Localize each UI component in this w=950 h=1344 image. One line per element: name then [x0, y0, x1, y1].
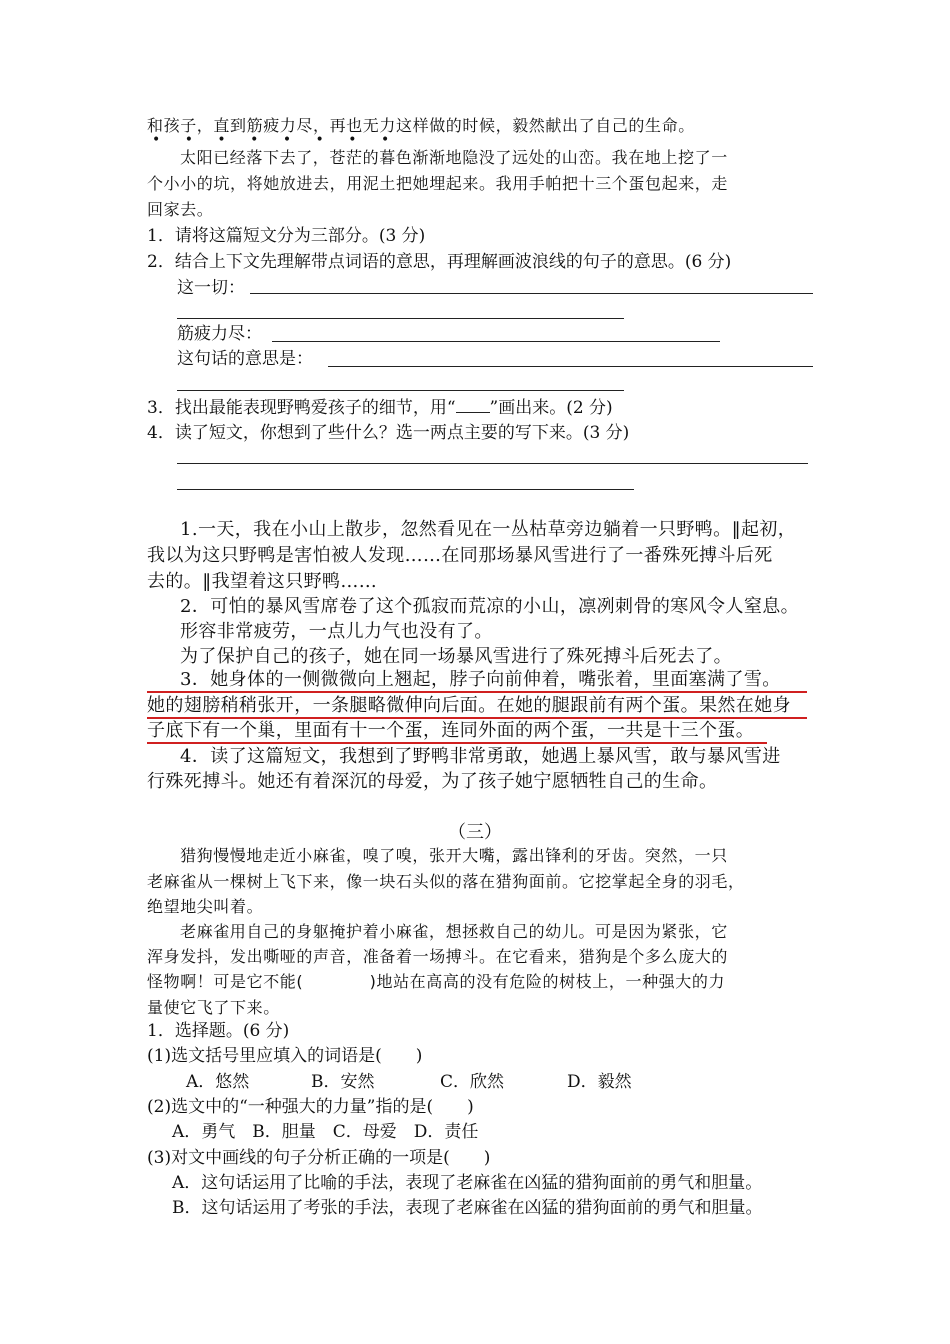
passage-line: 老麻雀从一棵树上飞下来，像一块石头似的落在猎狗面前。它挖掌起全身的羽毛， — [147, 872, 745, 891]
sub-question-2: (2)选文中的“一种强大的力量”指的是( ) — [147, 1097, 474, 1117]
option-b[interactable]: B．安然 — [311, 1072, 375, 1092]
passage-line: 绝望地尖叫着。 — [147, 897, 264, 916]
red-underline — [147, 691, 807, 693]
answer-key-line: 子底下有一个巢，里面有十一个蛋，连同外面的两个蛋，一共是十三个蛋。 — [147, 720, 755, 741]
answer-blank[interactable] — [328, 366, 813, 367]
question-4: 4．读了短文，你想到了些什么？选一两点主要的写下来。(3 分) — [147, 423, 630, 443]
question-3-text-pre: 3．找出最能表现野鸭爱孩子的细节，用“ — [147, 398, 456, 418]
answer-blank[interactable] — [177, 489, 634, 490]
answer-label-sentence-meaning: 这句话的意思是： — [177, 349, 313, 369]
option-c[interactable]: C．欣然 — [440, 1072, 505, 1092]
sub-question-3: (3)对文中画线的句子分析正确的一项是( ) — [147, 1148, 491, 1168]
passage-line: 和孩子，直到筋疲力尽，再也无力这样做的时候，毅然献出了自己的生命。 — [147, 116, 695, 135]
question-1: 1．选择题。(6 分) — [147, 1021, 290, 1041]
question-3 — [147, 396, 613, 420]
option-b[interactable]: B．这句话运用了考张的手法，表现了老麻雀在凶猛的猎狗面前的勇气和胆量。 — [172, 1198, 763, 1218]
emphasis-dots: • • • • • • • • — [152, 132, 400, 148]
answer-label-jinpililijin: 筋疲力尽： — [177, 324, 262, 344]
passage-line: 太阳已经落下去了，苍茫的暮色渐渐地隐没了远处的山峦。我在地上挖了一 — [180, 148, 728, 167]
options-row[interactable]: A．勇气 B．胆量 C．母爱 D．责任 — [172, 1122, 479, 1142]
answer-label-zheyiqie: 这一切： — [177, 278, 245, 298]
answer-key-line: 形容非常疲劳，一点儿力气也没有了。 — [180, 621, 493, 642]
passage-line: 怪物啊！可是它不能( )地站在高高的没有危险的树枝上，一种强大的力 — [147, 972, 726, 991]
answer-blank[interactable] — [250, 293, 813, 294]
sub-question-1: (1)选文括号里应填入的词语是( ) — [147, 1046, 423, 1066]
passage-line: 个小小的坑，将她放进去，用泥土把她埋起来。我用手帕把十三个蛋包起来，走 — [147, 174, 729, 193]
answer-key-line: 2．可怕的暴风雪席卷了这个孤寂而荒凉的小山，凛冽刺骨的寒风令人窒息。 — [180, 596, 800, 617]
answer-key-line: 1.一天，我在小山上散步，忽然看见在一丛枯草旁边躺着一只野鸭。‖起初， — [180, 519, 797, 540]
option-d[interactable]: D．毅然 — [567, 1072, 632, 1092]
option-a[interactable]: A．这句话运用了比喻的手法，表现了老麻雀在凶猛的猎狗面前的勇气和胆量。 — [172, 1173, 763, 1193]
answer-blank[interactable] — [177, 463, 808, 464]
passage-line: 回家去。 — [147, 200, 214, 219]
answer-blank[interactable] — [177, 390, 624, 391]
underline-mark — [456, 396, 490, 413]
answer-blank[interactable] — [272, 341, 720, 342]
passage-line: 量使它飞了下来。 — [147, 998, 280, 1017]
passage-line: 老麻雀用自己的身躯掩护着小麻雀，想拯救自己的幼儿。可是因为紧张，它 — [180, 922, 728, 941]
passage-line: 猎狗慢慢地走近小麻雀，嗅了嗅，张开大嘴，露出锋利的牙齿。突然，一只 — [180, 846, 728, 865]
question-2: 2．结合上下文先理解带点词语的意思，再理解画波浪线的句子的意思。(6 分) — [147, 252, 732, 272]
passage-line: 浑身发抖，发出嘶哑的声音，准备着一场搏斗。在它看来，猎狗是个多么庞大的 — [147, 947, 729, 966]
red-underline — [147, 742, 767, 744]
answer-key-line: 去的。‖我望着这只野鸭…… — [147, 571, 378, 592]
question-3-text-post: ”画出来。(2 分) — [489, 398, 613, 418]
option-a[interactable]: A．悠然 — [186, 1072, 250, 1092]
answer-key-line: 4．读了这篇短文，我想到了野鸭非常勇敢，她遇上暴风雪，敢与暴风雪进 — [180, 746, 781, 767]
section-heading: （三） — [448, 822, 502, 843]
answer-key-line: 行殊死搏斗。她还有着深沉的母爱，为了孩子她宁愿牺牲自己的生命。 — [147, 771, 718, 792]
answer-key-line: 3．她身体的一侧微微向上翘起，脖子向前伸着，嘴张着，里面塞满了雪。 — [180, 669, 781, 690]
answer-key-line: 我以为这只野鸭是害怕被人发现……在同那场暴风雪进行了一番殊死搏斗后死 — [147, 545, 773, 566]
question-1: 1．请将这篇短文分为三部分。(3 分) — [147, 226, 426, 246]
answer-key-line: 她的翅膀稍稍张开，一条腿略微伸向后面。在她的腿跟前有两个蛋。果然在她身 — [147, 695, 791, 716]
answer-key-line: 为了保护自己的孩子，她在同一场暴风雪进行了殊死搏斗后死去了。 — [180, 646, 732, 667]
answer-blank[interactable] — [177, 318, 624, 319]
